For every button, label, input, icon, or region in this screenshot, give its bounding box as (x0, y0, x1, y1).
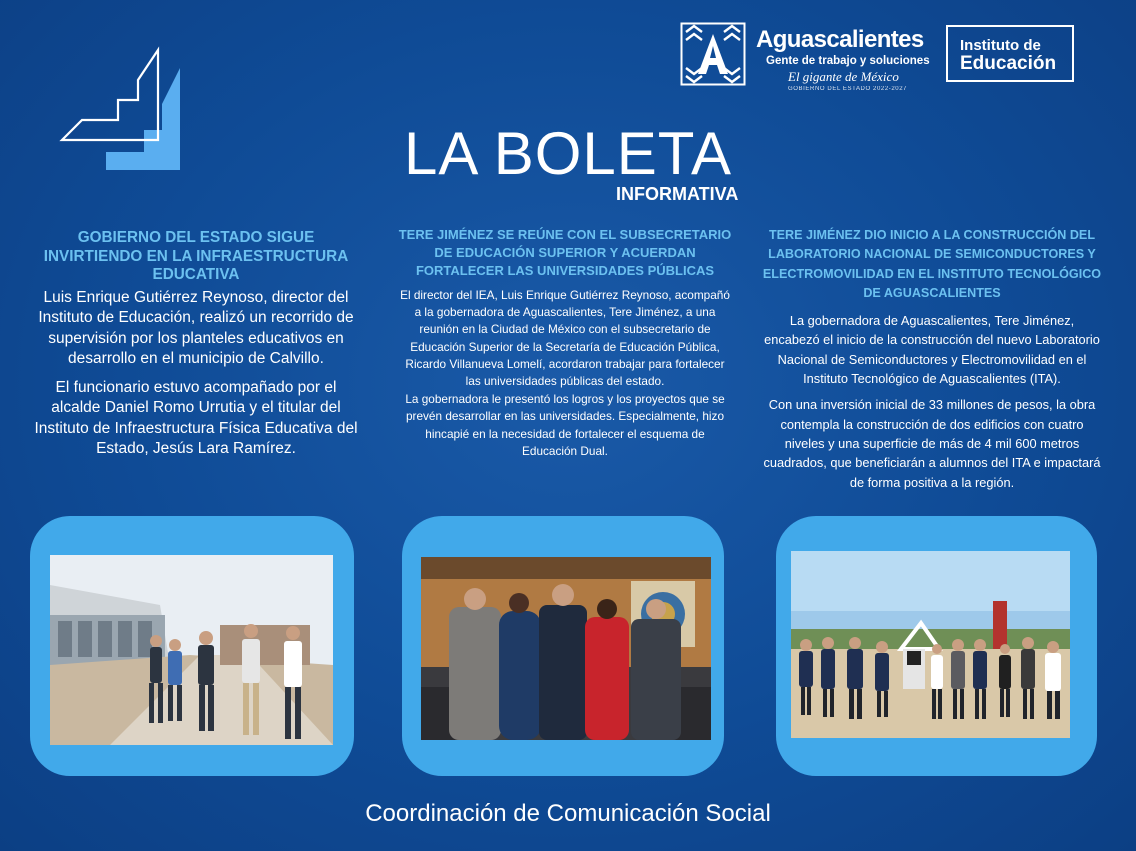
article-paragraph: Con una inversión inicial de 33 millones de pesos, la obra contempla la construcción de dos edificios con cuatro niveles y una superficie de más de 4 mil 600 metros cuadrados, que beneficiarán a alumnos del ITA e impactará de forma positiva a la región. (763, 397, 1101, 490)
article-heading: TERE JIMÉNEZ DIO INICIO A LA CONSTRUCCIÓN DEL LABORATORIO NACIONAL DE SEMICONDUCTORES Y ELECTROMOVILIDAD EN EL INSTITUTO TECNOLÓGICO DE AGUASCALIENTES (762, 228, 1102, 300)
gov-logo-period: GOBIERNO DEL ESTADO 2022-2027 (788, 86, 908, 92)
article-higher-education-meeting (398, 226, 732, 460)
photo-office-meeting (421, 557, 711, 740)
institute-logo-line2: Educación (960, 53, 1057, 74)
institute-logo-line1: Instituto de (960, 37, 1041, 54)
article-infrastructure (30, 229, 362, 460)
article-paragraph: La gobernadora le presentó los logros y los proyectos que se prevén desarrollar en las universidades. Especialmente, hizo hincapié en la necesidad de fortalecer el esquema de Educación Dual. (405, 392, 725, 458)
article-paragraph: El funcionario estuvo acompañado por el alcalde Daniel Romo Urrutia y el titular del Instituto de Infraestructura Física Educativa del Estado, Jesús Lara Ramírez. (34, 378, 358, 457)
article-paragraph: La gobernadora de Aguascalientes, Tere Jiménez, encabezó el inicio de la construcción del nuevo Laboratorio Nacional de Semiconductores y Electromovilidad en el Instituto Tecnológico de Aguascalientes (ITA). (764, 313, 1100, 387)
article-heading: TERE JIMÉNEZ SE REÚNE CON EL SUBSECRETARIO DE EDUCACIÓN SUPERIOR Y ACUERDAN FORTALECER LAS UNIVERSIDADES PÚBLICAS (398, 227, 732, 278)
aguascalientes-government-logo (680, 22, 940, 98)
photo-groundbreaking-ceremony (791, 551, 1070, 738)
aguascalientes-emblem-icon (680, 22, 746, 86)
article-paragraph: Luis Enrique Gutiérrez Reynoso, director del Instituto de Educación, realizó un recorrido de supervisión por los planteles educativos en desarrollo en el municipio de Calvillo. (38, 288, 354, 367)
photo-construction-site (50, 555, 333, 745)
bulletin-subtitle: INFORMATIVA (616, 184, 739, 204)
gov-logo-motto: El gigante de México (788, 69, 899, 84)
article-paragraph: El director del IEA, Luis Enrique Gutiérrez Reynoso, acompañó a la gobernadora de Aguascalientes, Tere Jiménez, a una reunión en la Ciudad de México con el subsecretario de Educación Superior de la Secretaría de Educación Pública, Ricardo Villanueva Lomelí, acordaron trabajar para fortalecer las universidades públicas del estado. (400, 288, 730, 389)
bulletin-title: LA BOLETA (403, 120, 733, 187)
gov-logo-name: Aguascalientes (756, 26, 924, 53)
article-semiconductor-laboratory (762, 226, 1102, 492)
institute-of-education-logo (946, 25, 1074, 82)
footer-credit: Coordinación de Comunicación Social (365, 800, 771, 827)
gov-logo-slogan: Gente de trabajo y soluciones (766, 55, 930, 67)
article-heading: GOBIERNO DEL ESTADO SIGUE INVIRTIENDO EN LA INFRAESTRUCTURA EDUCATIVA (43, 229, 349, 283)
